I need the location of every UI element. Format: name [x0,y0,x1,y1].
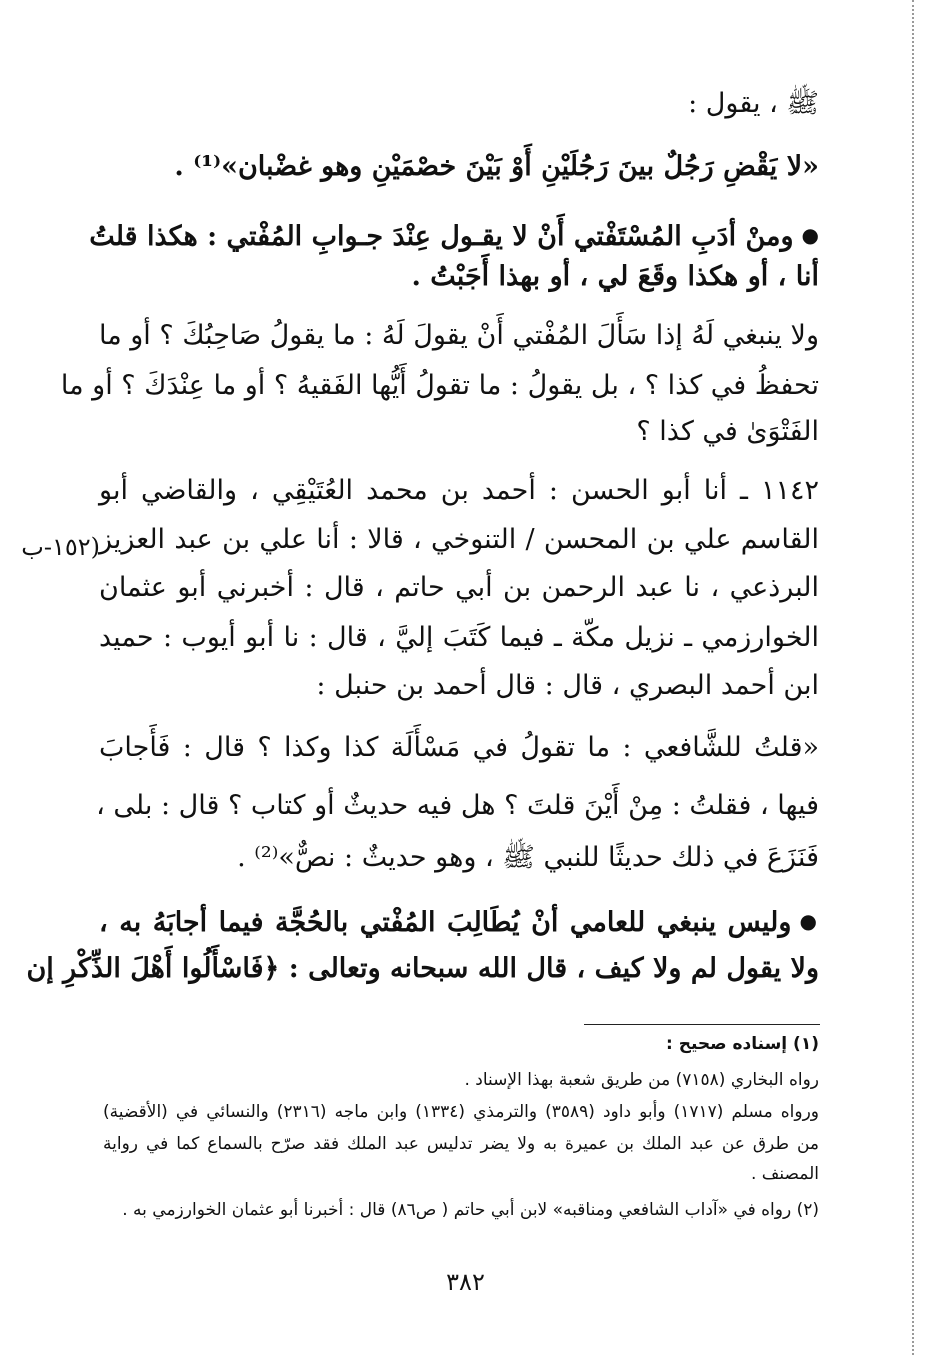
text-line-15: فَنَزَعَ في ذلك حديثًا للنبي ﷺ ، وهو حديثٌ : نصٌّ»⁽²⁾ . [237,842,819,873]
text-line-10: البرذعي ، نا عبد الرحمن بن أبي حاتم ، قال : أخبرني أبو عثمان [99,572,819,603]
page-number: ٣٨٢ [446,1268,485,1296]
footnote-1-line-1: رواه البخاري (٧١٥٨) من طريق شعبة بهذا الإسناد . [464,1070,819,1090]
bullet-icon [794,218,819,249]
text-line-3: ومنْ أدَبِ المُسْتَفْتي أَنْ لا يقـول عِنْدَ جـوابِ المُفْتي : هكذا قلتُ [89,221,794,252]
text-line-13: «قلتُ للشَّافعي : ما تقولُ في مَسْأَلَة كذا وكذا ؟ قال : فَأَجابَ [99,732,819,763]
text-line-12: ابن أحمد البصري ، قال : قال أحمد بن حنبل : [316,670,819,701]
text-line-7: الفَتْوَىٰ في كذا ؟ [636,416,819,447]
text-line-2-hadith: «لا يَقْضِ رَجُلٌ بينَ رَجُلَيْنِ أَوْ بَيْنَ خصْمَيْنِ وهو غضْبان»⁽¹⁾ . [174,151,819,182]
text-line-3-bullet [89,217,819,257]
scan-edge-dotted-line [912,0,914,1355]
text-line-11: الخوارزمي ـ نزيل مكّة ـ فيما كَتَبَ إليَّ ، قال : نا أبو أيوب : حميد [99,622,819,653]
manuscript-folio-note: (١٥٢-ب [21,533,100,561]
text-line-17: ولا يقول لم ولا كيف ، قال الله سبحانه وتعالى : ﴿فَاسْأَلُوا أَهْلَ الذِّكْرِ إن [26,953,819,984]
bullet-icon [791,904,819,935]
footnote-2: (٢) رواه في «آداب الشافعي ومناقبه» لابن أبي حاتم ( ص٨٦) قال : أخبرنا أبو عثمان الخوارزمي به . [122,1200,819,1220]
text-line-9: القاسم علي بن المحسن / التنوخي ، قالا : أنا علي بن عبد العزيز [99,524,819,555]
footnote-1-line-4: المصنف . [750,1164,819,1184]
text-line-8-narration-number: ١١٤٢ ـ أنا أبو الحسن : أحمد بن محمد العُتَيْقِي ، والقاضي أبو [99,475,819,506]
footnote-separator [584,1024,820,1025]
text-line-16-bullet [99,903,819,943]
text-line-16: وليس ينبغي للعامي أنْ يُطَالِبَ المُفْتي بالحُجَّة فيما أجابَهُ به ، [99,907,792,938]
text-line-5: ولا ينبغي لَهُ إذا سَأَلَ المُفْتي أَنْ يقولَ لَهُ : ما يقولُ صَاحِبُكَ ؟ أو ما [99,320,819,351]
text-line-6: تحفظُ في كذا ؟ ، بل يقولُ : ما تقولُ أَيُّها الفَقيهُ ؟ أو ما عِنْدَكَ ؟ أو ما [60,370,819,401]
footnote-1-heading: (١) إسناده صحيح : [666,1034,819,1054]
text-line-4: أنا ، أو هكذا وقَعَ لي ، أو بهذا أَجَبْتُ . [411,261,819,292]
text-line-14: فيها ، فقلتُ : مِنْ أَيْنَ قلتَ ؟ هل فيه حديثٌ أو كتاب ؟ قال : بلى ، [96,790,819,821]
footnote-1-line-2: ورواه مسلم (١٧١٧) وأبو داود (٣٥٨٩) والترمذي (١٣٣٤) وابن ماجه (٢٣١٦) والنسائي في (الأقضية) [103,1102,819,1122]
footnote-1-line-3: من طرق عن عبد الملك بن عميرة به ولا يضر تدليس عبد الملك فقد صرّح بالسماع كما في رواية [103,1134,819,1154]
text-line-1: ﷺ ، يقول : [688,88,819,119]
